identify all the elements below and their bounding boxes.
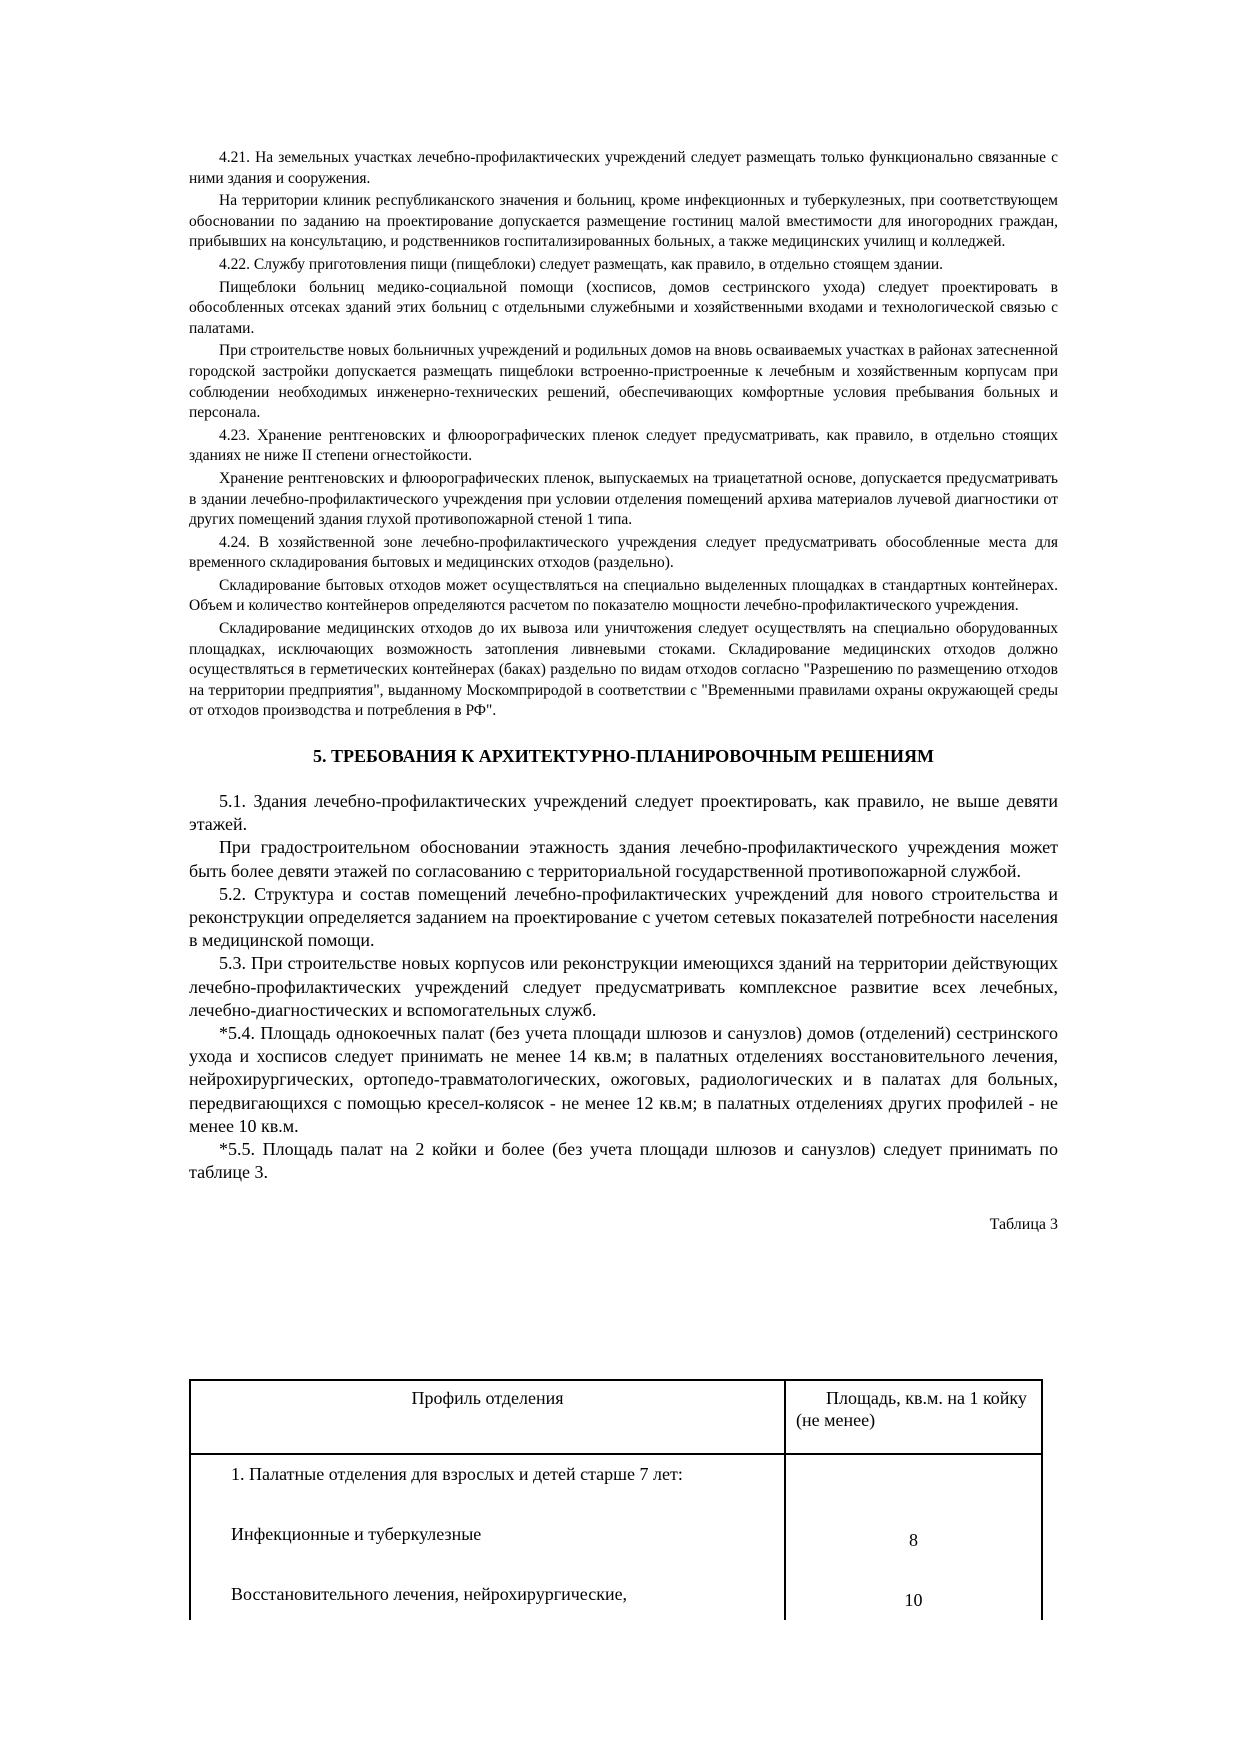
profile-item: Инфекционные и туберкулезные (231, 1524, 482, 1544)
paragraph: 4.24. В хозяйственной зоне лечебно-профилактического учреждения следует предусматривать обособленные места для временного складирования бытовых и медицинских отходов (раздельно). (189, 533, 1058, 572)
page-bottom-margin (180, 1620, 1080, 1755)
table-header-row (190, 1380, 1042, 1454)
paragraph: Пищеблоки больниц медико-социальной помощи (хосписов, домов сестринского ухода) следует проектировать в обособленных отсеках зданий этих больниц с отдельными служебными и хозяйственными входами и технологической связью с палатами. (189, 278, 1058, 337)
paragraph: 4.22. Службу приготовления пищи (пищеблоки) следует размещать, как правило, в отдельно стоящем здании. (219, 255, 944, 273)
area-value: 8 (909, 1530, 918, 1550)
paragraph: *5.5. Площадь палат на 2 койки и более (без учета площади шлюзов и санузлов) следует принимать по таблице 3. (189, 1139, 1058, 1183)
header-area-cell: Площадь, кв.м. на 1 койку (не менее) (785, 1380, 1042, 1454)
document-page (189, 148, 1058, 1258)
paragraph: 5.1. Здания лечебно-профилактических учреждений следует проектировать, как правило, не выше девяти этажей. (189, 791, 1058, 835)
paragraph: Хранение рентгеновских и флюорографических пленок, выпускаемых на триацетатной основе, допускается предусматривать в здании лечебно-профилактического учреждения при условии отделения помещений архива материалов лучевой диагностики от других помещений здания глухой противопожарной стеной 1 типа. (189, 469, 1058, 529)
header-profile-cell: Профиль отделения (190, 1380, 785, 1454)
table-3 (189, 1379, 1043, 1620)
table-caption: Таблица 3 (989, 1216, 1058, 1234)
section-5-text (189, 790, 1058, 1184)
group-label: 1. Палатные отделения для взрослых и детей старше 7 лет: (231, 1464, 683, 1484)
paragraph: При строительстве новых больничных учреждений и родильных домов на вновь осваиваемых участках в районах затесненной городской застройки допускается размещать пищеблоки встроенно-пристроенные к лечебным и хозяйственным корпусам при соблюдении необходимых инженерно-технических решений, обеспечивающих комфортные условия пребывания больных и персонала. (189, 342, 1058, 422)
paragraph: Складирование бытовых отходов может осуществляться на специально выделенных площадках в стандартных контейнерах. Объем и количество контейнеров определяются расчетом по показателю мощности лечебно-профилактического учреждения. (189, 576, 1058, 615)
profile-cell (190, 1454, 785, 1620)
profile-item: Восстановительного лечения, нейрохирургические, (231, 1584, 628, 1604)
paragraph: 4.21. На земельных участках лечебно-профилактических учреждений следует размещать только функционально связанные с ними здания и сооружения. (189, 149, 1058, 187)
paragraph: При градостроительном обосновании этажность здания лечебно-профилактического учреждения может быть более девяти этажей по согласованию с территориальной государственной противопожарной службой. (189, 837, 1058, 881)
paragraph: На территории клиник республиканского значения и больниц, кроме инфекционных и туберкулезных, при соответствующем обосновании по заданию на проектирование допускается размещение гостиниц малой вместимости для иногородних граждан, прибывших на консультацию, и родственников госпитализированных больных, а также медицинских училищ и колледжей. (189, 192, 1058, 251)
paragraph: *5.4. Площадь однокоечных палат (без учета площади шлюзов и санузлов) домов (отделений) сестринского ухода и хосписов следует принимать не менее 14 кв.м; в палатных отделениях восстановительного лечения, нейрохирургических, ортопедо-травматологических, ожоговых, радиологических и в палатах для больных, передвигающихся с помощью кресел-колясок - не менее 12 кв.м; в палатных отделениях других профилей - не менее 10 кв.м. (189, 1023, 1058, 1136)
section-4-text (189, 148, 1058, 722)
table-row (190, 1454, 1042, 1620)
area-cell (785, 1454, 1042, 1620)
paragraph: 5.2. Структура и состав помещений лечебно-профилактических учреждений для нового строительства и реконструкции определяется заданием на проектирование с учетом сетевых показателей потребности населения в медицинской помощи. (189, 883, 1058, 951)
paragraph: Складирование медицинских отходов до их вывоза или уничтожения следует осуществлять на специально оборудованных площадках, исключающих возможность затопления ливневыми стоками. Складирование медицинских отходов должно осуществляться в герметических контейнерах (баках) раздельно по видам отходов согласно "Разрешению по размещению отходов на территории предприятия", выданному Москомприродой в соответствии с "Временными правилами охраны окружающей среды от отходов производства и потребления в РФ". (189, 620, 1058, 720)
paragraph: 5.3. При строительстве новых корпусов или реконструкции имеющихся зданий на территории действующих лечебно-профилактических учреждений следует предусматривать комплексное развитие всех лечебных, лечебно-диагностических и вспомогательных служб. (189, 953, 1058, 1020)
paragraph: 4.23. Хранение рентгеновских и флюорографических пленок следует предусматривать, как правило, в отдельно стоящих зданиях не ниже II степени огнестойкости. (189, 426, 1058, 465)
section-5-heading: 5. ТРЕБОВАНИЯ К АРХИТЕКТУРНО-ПЛАНИРОВОЧНЫМ РЕШЕНИЯМ (312, 746, 935, 767)
area-value: 10 (904, 1590, 923, 1610)
